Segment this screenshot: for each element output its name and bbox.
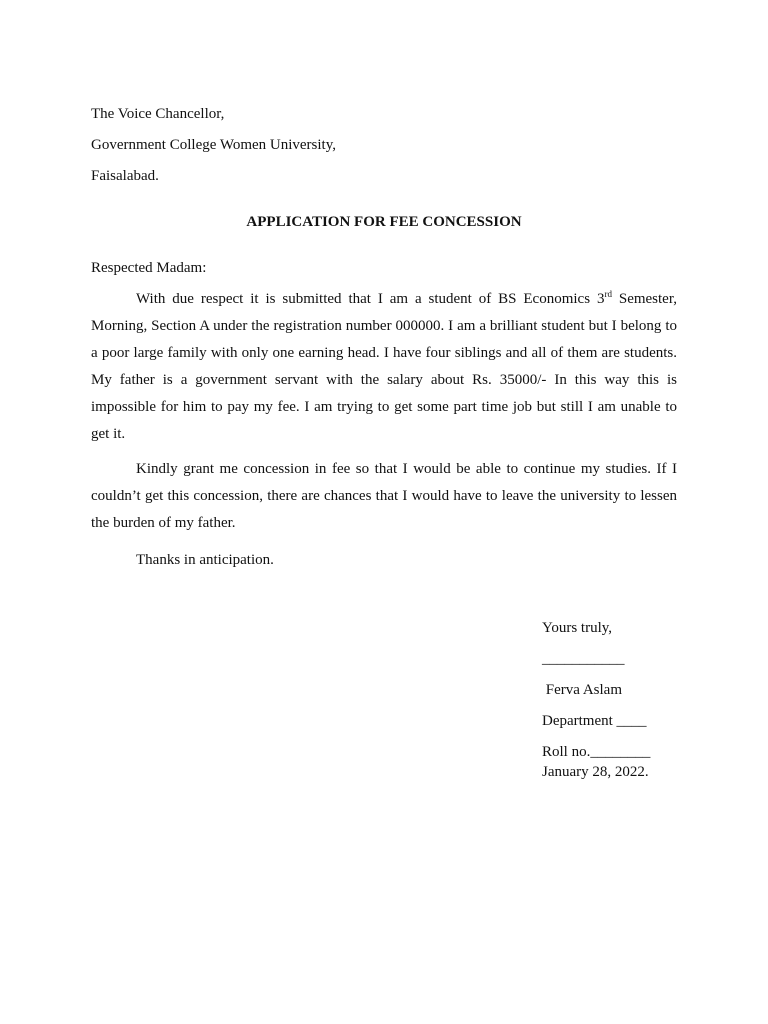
recipient-title: The Voice Chancellor, — [91, 106, 225, 122]
recipient-city: Faisalabad. — [91, 168, 159, 184]
body-paragraph-1 — [91, 286, 677, 448]
recipient-institution: Government College Women University, — [91, 137, 336, 153]
sender-department: Department ____ — [542, 713, 647, 729]
paragraph-1-text-a: With due respect it is submitted that I am a student of BS Economics 3 — [136, 291, 605, 307]
signature-line: ___________ — [542, 651, 625, 667]
valediction: Yours truly, — [542, 620, 613, 636]
sender-name: Ferva Aslam — [542, 682, 622, 698]
ordinal-superscript: rd — [604, 289, 612, 299]
closing-line: Thanks in anticipation. — [136, 552, 274, 568]
letter-date: January 28, 2022. — [542, 764, 649, 780]
paragraph-1-text-b: Semester, Morning, Section A under the registration number 000000. I am a brilliant student but I belong to a poor large family with only one earning head. I have four siblings and all of them are students. My father is a government servant with the salary about Rs. 35000/- In this way this is impossible for him to pay my fee. I am trying to get some part time job but still I am unable to get it. — [91, 291, 677, 442]
letter-heading: APPLICATION FOR FEE CONCESSION — [246, 214, 522, 230]
salutation: Respected Madam: — [91, 260, 207, 276]
sender-roll-no: Roll no.________ — [542, 744, 651, 760]
body-paragraph-2: Kindly grant me concession in fee so that I would be able to continue my studies. If I couldn’t get this concession, there are chances that I would have to leave the university to lessen the burden of my father. — [91, 461, 677, 531]
